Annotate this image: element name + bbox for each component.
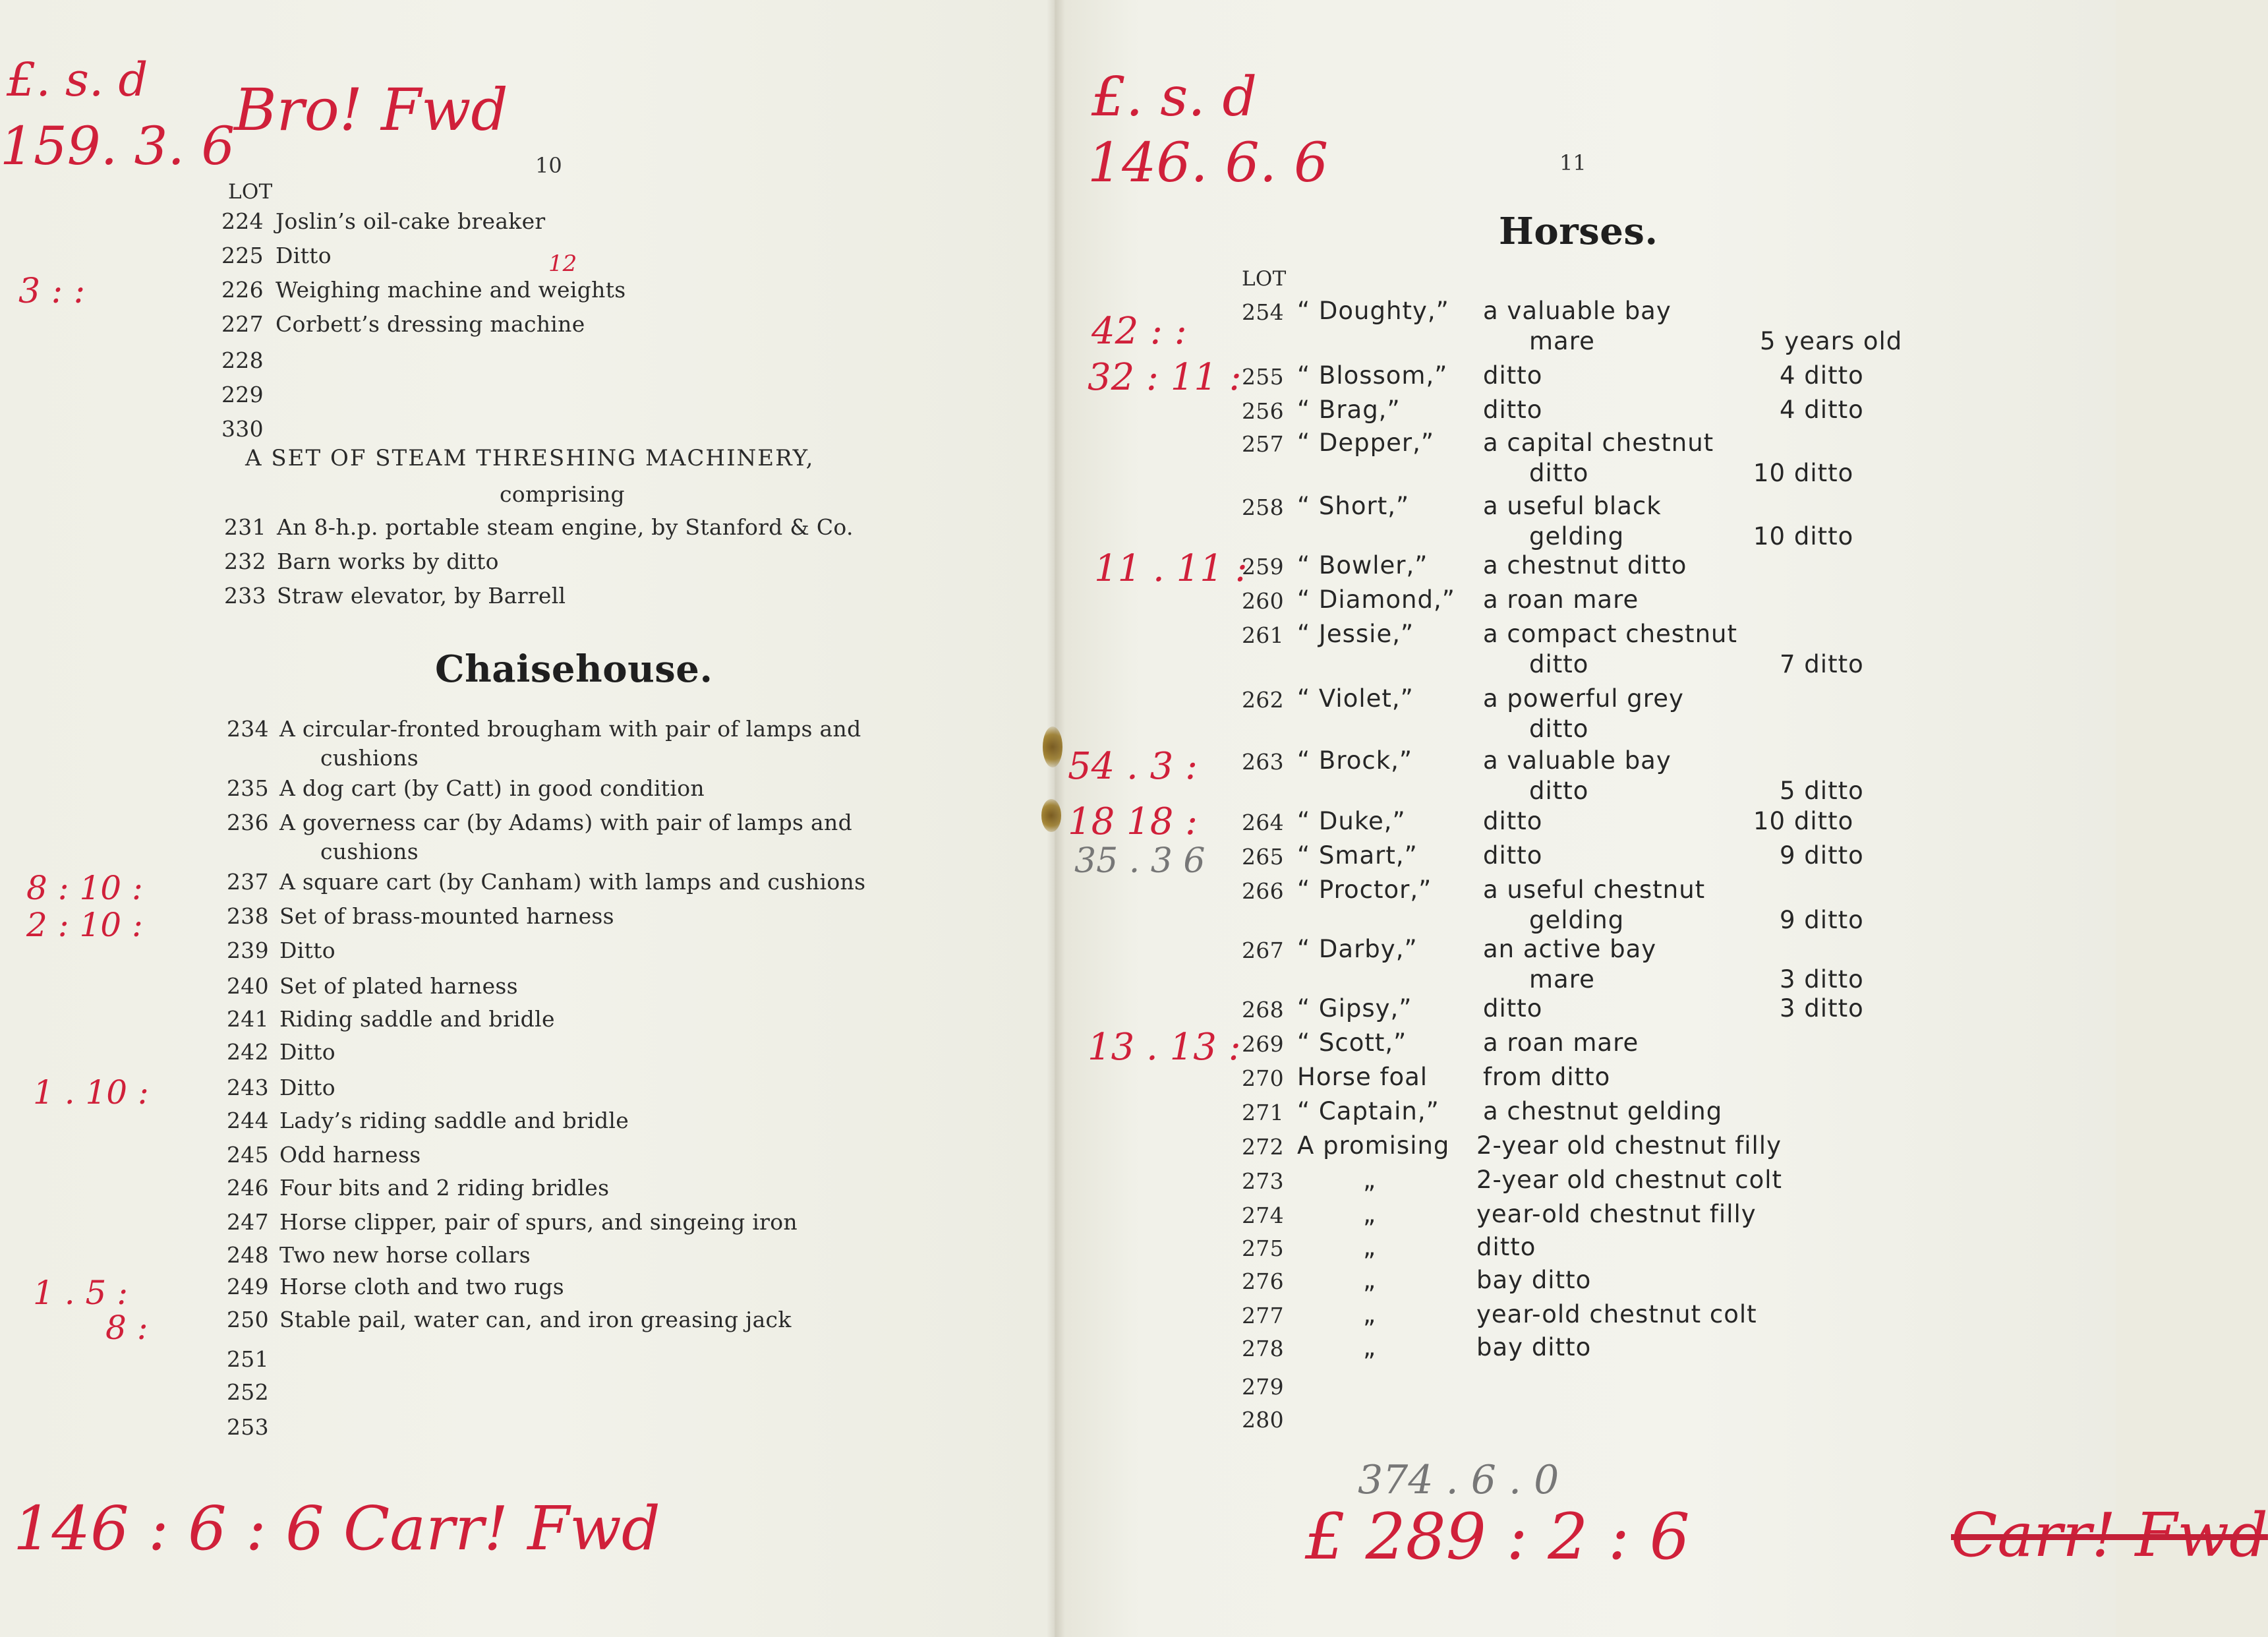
- hand-note-254: 42 : :: [1091, 310, 1187, 353]
- lot-number: 267: [1242, 938, 1284, 963]
- horse-name: “ Brag,”: [1297, 396, 1401, 424]
- lot-description: A dog cart (by Catt) in good condition: [279, 775, 705, 801]
- horse-name: “ Proctor,”: [1297, 876, 1432, 904]
- lot-description-continued: cushions: [320, 839, 419, 864]
- horse-name: „: [1363, 1266, 1377, 1294]
- page-fold: [1047, 0, 1065, 1637]
- horse-name: “ Doughty,”: [1297, 297, 1449, 325]
- horse-name: “ Short,”: [1297, 492, 1410, 520]
- lot-description: Riding saddle and bridle: [279, 1006, 555, 1032]
- hand-note-259: 11 . 11 :: [1094, 547, 1248, 590]
- horse-description: ditto: [1483, 994, 1543, 1023]
- hand-note-226: 3 : :: [18, 272, 86, 311]
- lot-number: 246: [227, 1175, 269, 1201]
- lot-number: 243: [227, 1075, 269, 1100]
- hand-carried-forward: 146 : 6 : 6 Carr! Fwd: [13, 1493, 660, 1564]
- horse-name: “ Gipsy,”: [1297, 994, 1412, 1023]
- lot-number: 224: [221, 208, 264, 234]
- hand-note-237: 8 : 10 :: [26, 869, 143, 907]
- steam-heading: A SET OF STEAM THRESHING MACHINERY,: [245, 445, 815, 471]
- hand-note-255: 32 : 11 :: [1088, 356, 1242, 399]
- hand-note-249: 1 . 5 :: [33, 1274, 129, 1312]
- hand-brought-amount: 146. 6. 6: [1088, 132, 1329, 194]
- lot-description: Set of brass-mounted harness: [279, 903, 614, 929]
- lot-description: Stable pail, water can, and iron greasing jack: [279, 1307, 792, 1332]
- horse-description: a roan mare: [1483, 1028, 1639, 1057]
- horse-description-continued: gelding: [1529, 906, 1625, 934]
- lot-description: Horse clipper, pair of spurs, and singeing iron: [279, 1209, 798, 1235]
- horse-name: “ Captain,”: [1297, 1097, 1439, 1125]
- horse-name: “ Diamond,”: [1297, 585, 1455, 614]
- lot-description: Straw elevator, by Barrell: [277, 583, 566, 609]
- lot-description: Set of plated harness: [279, 973, 518, 999]
- horse-name: “ Darby,”: [1297, 935, 1418, 963]
- horse-name: “ Jessie,”: [1297, 620, 1414, 648]
- horse-age: 4 ditto: [1780, 396, 1864, 424]
- lot-number: 265: [1242, 844, 1284, 870]
- horse-description: ditto: [1483, 807, 1543, 835]
- hand-struck-forward: Carr! Fwd: [1951, 1500, 2268, 1570]
- lot-number: 276: [1242, 1268, 1284, 1294]
- hand-lsd-header: £. s. d: [1091, 66, 1258, 129]
- horse-age: 10 ditto: [1753, 522, 1854, 551]
- horse-name: „: [1363, 1166, 1377, 1194]
- horse-description: ditto: [1483, 841, 1543, 870]
- horse-age: 10 ditto: [1753, 807, 1854, 835]
- horse-name: “ Scott,”: [1297, 1028, 1407, 1057]
- horse-description: a chestnut ditto: [1483, 551, 1687, 580]
- lot-number: 231: [224, 514, 266, 540]
- horse-description: a useful chestnut: [1483, 876, 1706, 904]
- horse-description-continued: ditto: [1529, 715, 1589, 743]
- lot-number: 237: [227, 869, 269, 895]
- horse-age: 3 ditto: [1780, 994, 1864, 1023]
- horse-description-continued: gelding: [1529, 522, 1625, 551]
- page-number: 11: [1559, 150, 1586, 175]
- right-page: [1055, 0, 2268, 1637]
- lot-number: 248: [227, 1242, 269, 1268]
- lot-number: 257: [1242, 431, 1284, 457]
- lot-number: 238: [227, 903, 269, 929]
- horse-description-continued: ditto: [1529, 777, 1589, 805]
- lot-number: 249: [227, 1274, 269, 1299]
- steam-subheading: comprising: [500, 481, 625, 507]
- lot-number: 272: [1242, 1134, 1284, 1160]
- lot-number: 264: [1242, 810, 1284, 835]
- lot-number: 275: [1242, 1235, 1284, 1261]
- section-title-chaisehouse: Chaisehouse.: [435, 647, 713, 691]
- lot-description: Ditto: [279, 1039, 335, 1065]
- lot-number: 225: [221, 243, 264, 268]
- lot-number: 226: [221, 277, 264, 303]
- lot-description: Joslin’s oil-cake breaker: [276, 208, 546, 234]
- hand-brought-amount: 159. 3. 6: [0, 115, 235, 177]
- lot-number: 279: [1242, 1374, 1284, 1400]
- lot-number: 251: [227, 1346, 269, 1372]
- lot-number: 245: [227, 1142, 269, 1168]
- hand-note-238: 2 : 10 :: [26, 906, 143, 944]
- horse-description: year-old chestnut filly: [1476, 1200, 1757, 1228]
- lot-number: 258: [1242, 494, 1284, 520]
- horse-description: a powerful grey: [1483, 684, 1684, 713]
- lot-number: 262: [1242, 687, 1284, 713]
- lot-number: 259: [1242, 554, 1284, 580]
- horse-age: 5 years old: [1760, 327, 1903, 355]
- lot-description: Weighing machine and weights: [276, 277, 626, 303]
- hand-note-263: 54 . 3 :: [1068, 745, 1198, 788]
- lot-description: Corbett’s dressing machine: [276, 311, 585, 337]
- lot-description: A governess car (by Adams) with pair of lamps and: [279, 810, 852, 835]
- horse-age: 10 ditto: [1753, 459, 1854, 487]
- lot-number: 240: [227, 973, 269, 999]
- horse-age: 5 ditto: [1780, 777, 1864, 805]
- hand-note-250: 8 :: [105, 1309, 148, 1347]
- horse-description: a valuable bay: [1483, 297, 1672, 325]
- lot-number: 269: [1242, 1031, 1284, 1057]
- horse-name: „: [1363, 1200, 1377, 1228]
- lot-description: Barn works by ditto: [277, 549, 499, 574]
- hand-revised-total: 374 . 6 . 0: [1358, 1457, 1559, 1503]
- lot-number: 266: [1242, 878, 1284, 904]
- hand-note-265: 35 . 3 6: [1074, 841, 1206, 881]
- lot-number: 227: [221, 311, 264, 337]
- hand-lsd-header: £. s. d: [7, 53, 148, 107]
- horse-name: “ Violet,”: [1297, 684, 1414, 713]
- horse-description: year-old chestnut colt: [1476, 1300, 1757, 1328]
- lot-number: 270: [1242, 1065, 1284, 1091]
- lot-number: 330: [221, 416, 264, 442]
- horse-name: A promising: [1297, 1131, 1450, 1160]
- lot-number: 234: [227, 716, 269, 742]
- lot-number: 280: [1242, 1407, 1284, 1433]
- horse-name: „: [1363, 1300, 1377, 1328]
- lot-number: 268: [1242, 997, 1284, 1023]
- page-number: 10: [535, 153, 562, 178]
- lot-number: 232: [224, 549, 266, 574]
- horse-name: “ Blossom,”: [1297, 361, 1448, 390]
- horse-description: a useful black: [1483, 492, 1662, 520]
- lot-number: 274: [1242, 1203, 1284, 1228]
- lot-description: Two new horse collars: [279, 1242, 531, 1268]
- lot-header: LOT: [228, 180, 273, 204]
- horse-description: a capital chestnut: [1483, 429, 1714, 457]
- lot-number: 252: [227, 1379, 269, 1405]
- horse-description-continued: mare: [1529, 327, 1595, 355]
- lot-number: 277: [1242, 1303, 1284, 1328]
- lot-number: 250: [227, 1307, 269, 1332]
- lot-description: A square cart (by Canham) with lamps and cushions: [279, 869, 866, 895]
- horse-description-continued: mare: [1529, 965, 1595, 994]
- horse-age: 3 ditto: [1780, 965, 1864, 994]
- lot-description: Four bits and 2 riding bridles: [279, 1175, 610, 1201]
- horse-description: 2-year old chestnut filly: [1476, 1131, 1782, 1160]
- lot-number: 263: [1242, 749, 1284, 775]
- horse-description: ditto: [1483, 396, 1543, 424]
- horse-age: 9 ditto: [1780, 841, 1864, 870]
- lot-number: 254: [1242, 299, 1284, 325]
- lot-number: 241: [227, 1006, 269, 1032]
- horse-description: a valuable bay: [1483, 746, 1672, 775]
- horse-name: „: [1363, 1333, 1377, 1361]
- lot-number: 242: [227, 1039, 269, 1065]
- lot-description: Odd harness: [279, 1142, 421, 1168]
- horse-description: bay ditto: [1476, 1333, 1592, 1361]
- horse-name: “ Depper,”: [1297, 429, 1435, 457]
- lot-number: 256: [1242, 398, 1284, 424]
- lot-number: 271: [1242, 1100, 1284, 1125]
- lot-number: 278: [1242, 1336, 1284, 1361]
- left-page: [0, 0, 1055, 1637]
- lot-number: 273: [1242, 1168, 1284, 1194]
- horse-name: “ Duke,”: [1297, 807, 1406, 835]
- horse-age: 4 ditto: [1780, 361, 1864, 390]
- lot-description: An 8-h.p. portable steam engine, by Stanford & Co.: [277, 514, 854, 540]
- lot-number: 253: [227, 1414, 269, 1440]
- lot-number: 235: [227, 775, 269, 801]
- lot-number: 229: [221, 382, 264, 407]
- hand-note-243: 1 . 10 :: [33, 1073, 149, 1112]
- lot-number: 233: [224, 583, 266, 609]
- horse-description: an active bay: [1483, 935, 1657, 963]
- lot-number: 247: [227, 1209, 269, 1235]
- horse-description: a roan mare: [1483, 585, 1639, 614]
- horse-name: Horse foal: [1297, 1063, 1428, 1091]
- hand-brought-forward: Bro! Fwd: [234, 76, 508, 144]
- lot-description: Lady’s riding saddle and bridle: [279, 1108, 629, 1133]
- horse-age: 7 ditto: [1780, 650, 1864, 678]
- horse-description: 2-year old chestnut colt: [1476, 1166, 1782, 1194]
- horse-description: a compact chestnut: [1483, 620, 1737, 648]
- horse-name: “ Bowler,”: [1297, 551, 1428, 580]
- horse-name: “ Brock,”: [1297, 746, 1413, 775]
- horse-name: „: [1363, 1233, 1377, 1261]
- horse-description-continued: ditto: [1529, 650, 1589, 678]
- horse-name: “ Smart,”: [1297, 841, 1418, 870]
- lot-number: 255: [1242, 364, 1284, 390]
- horse-description: ditto: [1476, 1233, 1536, 1261]
- lot-description: A circular-fronted brougham with pair of lamps and: [279, 716, 861, 742]
- horse-age: 9 ditto: [1780, 906, 1864, 934]
- lot-number: 260: [1242, 588, 1284, 614]
- lot-description: Ditto: [276, 243, 332, 268]
- lot-header: LOT: [1242, 267, 1287, 291]
- horse-description-continued: ditto: [1529, 459, 1589, 487]
- lot-number: 239: [227, 938, 269, 963]
- lot-description: Horse cloth and two rugs: [279, 1274, 564, 1299]
- lot-number: 228: [221, 347, 264, 373]
- hand-total: £ 289 : 2 : 6: [1305, 1500, 1690, 1574]
- section-title-horses: Horses.: [1499, 210, 1658, 253]
- horse-description: ditto: [1483, 361, 1543, 390]
- lot-description: Ditto: [279, 938, 335, 963]
- hand-note-226-weights: 12: [548, 251, 577, 277]
- lot-number: 236: [227, 810, 269, 835]
- horse-description: a chestnut gelding: [1483, 1097, 1723, 1125]
- horse-description: from ditto: [1483, 1063, 1611, 1091]
- lot-number: 244: [227, 1108, 269, 1133]
- horse-description: bay ditto: [1476, 1266, 1592, 1294]
- lot-description: Ditto: [279, 1075, 335, 1100]
- lot-description-continued: cushions: [320, 745, 419, 771]
- lot-number: 261: [1242, 622, 1284, 648]
- hand-note-264: 18 18 :: [1068, 800, 1198, 843]
- hand-note-269: 13 . 13 :: [1088, 1026, 1241, 1069]
